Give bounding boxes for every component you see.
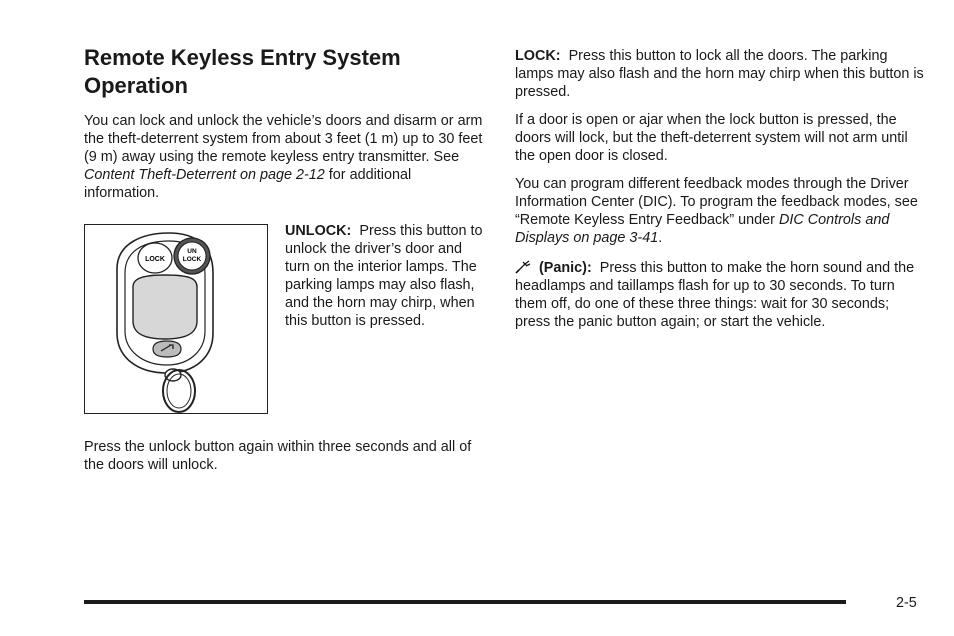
lock-button-graphic xyxy=(138,243,172,273)
horn-icon xyxy=(515,260,531,274)
intro-tail: for additional information. xyxy=(84,167,412,201)
panic-description: Press this button to make the horn sound and the headlamps and taillamps flash for up to 30 seconds. To turn them off, do one of these three things: wait for 30 seconds; press the panic button again; or start the vehicle. xyxy=(515,260,915,330)
feedback-cross-reference: DIC Controls and Displays on page 3-41 xyxy=(515,212,890,246)
right-column xyxy=(515,47,925,341)
key-fob-figure xyxy=(84,224,268,414)
panic-label: (Panic): xyxy=(539,260,592,276)
footer-rule xyxy=(84,600,846,604)
left-column xyxy=(84,44,484,474)
unlock-label: UNLOCK: xyxy=(285,223,352,239)
unlock-paragraph xyxy=(285,222,484,330)
feedback-tail: . xyxy=(658,230,663,246)
unlock-button-label-top: UN xyxy=(187,248,197,255)
section-title: Remote Keyless Entry System Operation xyxy=(84,45,401,98)
panic-paragraph xyxy=(515,259,925,331)
unlock-button-label-bottom: LOCK xyxy=(182,256,202,263)
lock-label: LOCK: xyxy=(515,48,561,64)
lock-description: Press this button to lock all the doors. The parking lamps may also flash and the horn may chirp when this button is pressed. xyxy=(515,48,924,100)
unlock-description: Press this button to unlock the driver’s door and turn on the interior lamps. The parking lamps may also flash, and the horn may chirp, when this button is pressed. xyxy=(285,223,483,329)
unlock-button-graphic xyxy=(174,238,210,274)
intro-paragraph xyxy=(84,112,484,202)
lock-button-label: LOCK xyxy=(145,256,165,263)
ajar-paragraph: If a door is open or ajar when the lock button is pressed, the doors will lock, but the theft-deterrent system will not arm until the open door is closed. xyxy=(515,112,908,164)
figure-row xyxy=(84,222,484,414)
feedback-paragraph xyxy=(515,175,925,247)
intro-cross-reference: Content Theft-Deterrent on page 2-12 xyxy=(84,167,325,183)
lock-paragraph xyxy=(515,47,925,101)
key-fob-illustration xyxy=(85,225,269,415)
intro-text: You can lock and unlock the vehicle’s doors and disarm or arm the theft-deterrent system from about 3 feet (1 m) up to 30 feet (9 m) away using the remote keyless entry transmitter. See xyxy=(84,113,483,165)
page-number: 2-5 xyxy=(896,595,917,611)
unlock-again-paragraph: Press the unlock button again within three seconds and all of the doors will unlock. xyxy=(84,439,472,473)
feedback-text: You can program different feedback modes through the Driver Information Center (DIC). To program the feedback modes, see “Remote Keyless Entry Feedback” under xyxy=(515,176,918,228)
